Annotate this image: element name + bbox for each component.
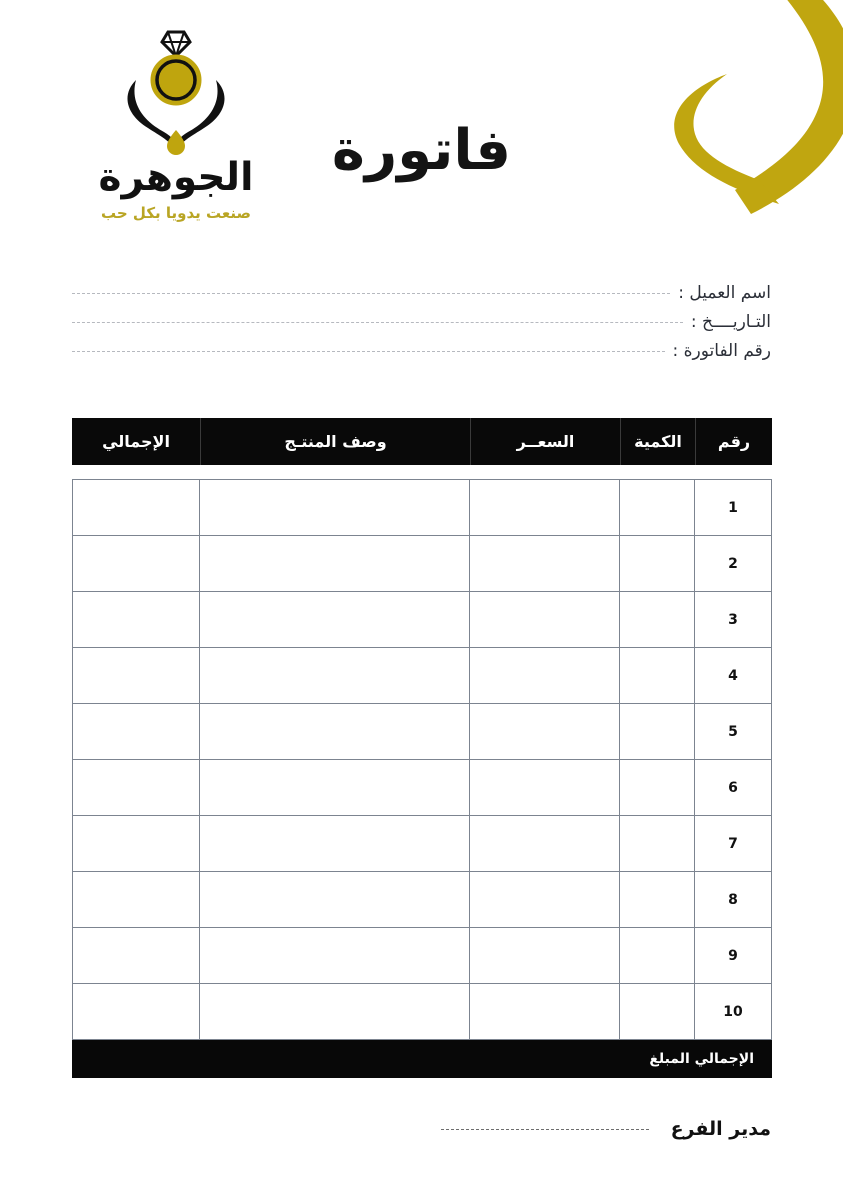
table-row: [73, 592, 771, 648]
table-cell-price[interactable]: [469, 704, 619, 759]
total-amount-label: الإجمالي المبلغ: [649, 1051, 754, 1067]
table-row: [73, 816, 771, 872]
table-cell-total[interactable]: [73, 536, 199, 591]
invoice-number-input-line[interactable]: [72, 351, 665, 352]
table-cell-desc[interactable]: [199, 704, 469, 759]
table-cell-no: 3: [694, 592, 771, 647]
table-cell-desc[interactable]: [199, 760, 469, 815]
table-cell-total[interactable]: [73, 648, 199, 703]
table-cell-desc[interactable]: [199, 648, 469, 703]
customer-name-label: اسم العميل :: [678, 283, 771, 303]
table-cell-qty[interactable]: [619, 536, 694, 591]
invoice-items-table: [72, 418, 772, 1040]
table-cell-price[interactable]: [469, 760, 619, 815]
table-header-row: [72, 418, 772, 465]
table-cell-price[interactable]: [469, 536, 619, 591]
table-cell-no: 2: [694, 536, 771, 591]
meta-row-date: [72, 312, 771, 341]
table-cell-no: 9: [694, 928, 771, 983]
table-cell-qty[interactable]: [619, 872, 694, 927]
table-cell-desc[interactable]: [199, 480, 469, 535]
branch-manager-signature: [441, 1118, 771, 1140]
table-cell-price[interactable]: [469, 816, 619, 871]
table-cell-price[interactable]: [469, 872, 619, 927]
table-cell-qty[interactable]: [619, 480, 694, 535]
table-cell-total[interactable]: [73, 872, 199, 927]
table-cell-total[interactable]: [73, 928, 199, 983]
table-cell-desc[interactable]: [199, 592, 469, 647]
table-row: [73, 648, 771, 704]
table-cell-no: 4: [694, 648, 771, 703]
table-cell-no: 8: [694, 872, 771, 927]
table-cell-desc[interactable]: [199, 816, 469, 871]
brand-tagline: صنعت يدويا بكل حب: [101, 204, 251, 222]
page-title: فاتورة: [331, 118, 512, 183]
table-row: [73, 480, 771, 536]
column-header-qty: الكمية: [620, 418, 695, 465]
table-cell-qty[interactable]: [619, 984, 694, 1039]
table-cell-total[interactable]: [73, 984, 199, 1039]
table-row: [73, 536, 771, 592]
date-input-line[interactable]: [72, 322, 683, 323]
table-cell-desc[interactable]: [199, 984, 469, 1039]
table-cell-no: 6: [694, 760, 771, 815]
table-cell-price[interactable]: [469, 928, 619, 983]
table-cell-qty[interactable]: [619, 760, 694, 815]
table-cell-total[interactable]: [73, 592, 199, 647]
total-amount-bar: [72, 1040, 772, 1078]
table-row: [73, 984, 771, 1040]
table-cell-no: 5: [694, 704, 771, 759]
table-cell-qty[interactable]: [619, 928, 694, 983]
table-cell-no: 1: [694, 480, 771, 535]
table-row: [73, 760, 771, 816]
table-cell-qty[interactable]: [619, 648, 694, 703]
table-row: [73, 704, 771, 760]
table-cell-price[interactable]: [469, 984, 619, 1039]
table-row: [73, 928, 771, 984]
table-cell-price[interactable]: [469, 592, 619, 647]
table-cell-price[interactable]: [469, 480, 619, 535]
brand-name: الجوهرة: [98, 155, 254, 200]
branch-manager-signature-line[interactable]: [441, 1129, 649, 1130]
date-label: التـاريــــخ :: [690, 312, 771, 332]
table-cell-no: 7: [694, 816, 771, 871]
table-cell-qty[interactable]: [619, 704, 694, 759]
column-header-price: السعــر: [470, 418, 620, 465]
table-cell-desc[interactable]: [199, 928, 469, 983]
table-cell-desc[interactable]: [199, 536, 469, 591]
column-header-desc: وصف المنتـج: [200, 418, 470, 465]
branch-manager-label: مدير الفرع: [670, 1118, 771, 1140]
table-row: [73, 872, 771, 928]
customer-name-input-line[interactable]: [72, 293, 670, 294]
table-cell-desc[interactable]: [199, 872, 469, 927]
table-cell-total[interactable]: [73, 760, 199, 815]
table-cell-total[interactable]: [73, 704, 199, 759]
invoice-meta-block: [72, 283, 771, 370]
table-cell-no: 10: [694, 984, 771, 1039]
table-cell-total[interactable]: [73, 480, 199, 535]
table-body: [72, 479, 772, 1040]
column-header-no: رقم: [695, 418, 772, 465]
table-cell-total[interactable]: [73, 816, 199, 871]
table-cell-qty[interactable]: [619, 816, 694, 871]
meta-row-customer-name: [72, 283, 771, 312]
table-cell-price[interactable]: [469, 648, 619, 703]
table-cell-qty[interactable]: [619, 592, 694, 647]
meta-row-invoice-number: [72, 341, 771, 370]
column-header-total: الإجمالي: [102, 432, 170, 451]
invoice-number-label: رقم الفاتورة :: [672, 341, 771, 361]
